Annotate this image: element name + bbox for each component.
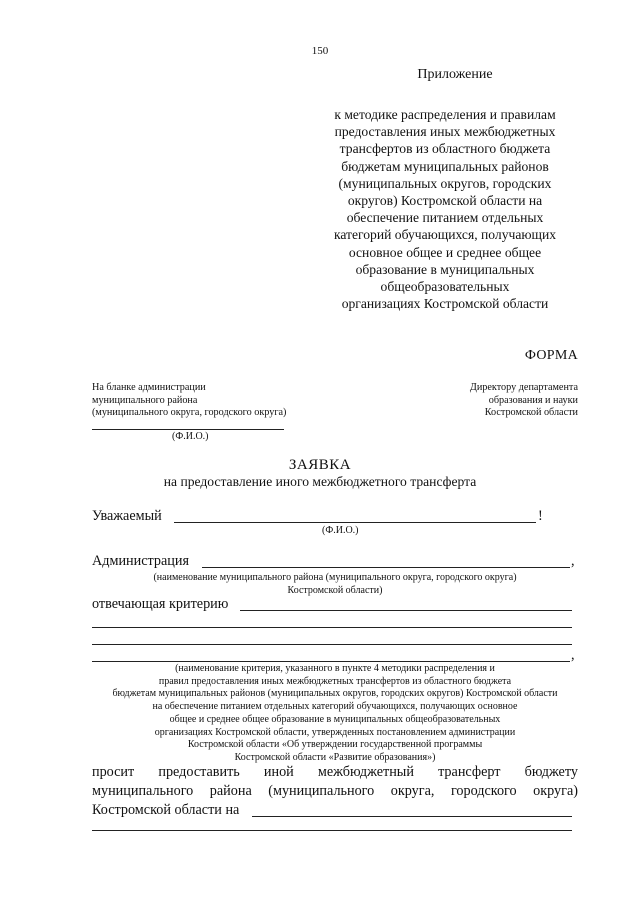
appendix-line: основное общее и среднее общее bbox=[348, 244, 542, 260]
appendix-line: обеспечение питанием отдельных bbox=[346, 210, 544, 226]
appendix-text bbox=[314, 106, 576, 312]
letterhead-line: (муниципального округа, городского округа) bbox=[92, 407, 287, 418]
appendix-line: образование в муниципальных bbox=[355, 261, 535, 277]
letterhead-line: На бланке администрации bbox=[92, 382, 206, 393]
criterion-label: отвечающая критерию bbox=[92, 596, 229, 612]
criterion-caption-line: общее и среднее общее образование в муниципальных общеобразовательных bbox=[169, 713, 501, 725]
addressee-name-caption: (Ф.И.О.) bbox=[322, 525, 359, 536]
budget-recipient-field-line-2[interactable] bbox=[92, 830, 572, 831]
appendix-line: трансфертов из областного бюджета bbox=[339, 141, 551, 157]
request-word: муниципального bbox=[92, 783, 194, 799]
request-word: трансферт bbox=[438, 764, 501, 780]
administration-caption bbox=[92, 572, 578, 597]
request-word: просит bbox=[92, 764, 135, 780]
criterion-caption bbox=[92, 663, 578, 765]
page-number: 150 bbox=[311, 45, 329, 57]
greeting-end-mark: ! bbox=[538, 508, 543, 524]
appendix-line: к методике распределения и правилам bbox=[334, 107, 556, 122]
greeting-label: Уважаемый bbox=[92, 508, 162, 524]
request-word: округа, bbox=[390, 783, 435, 799]
criterion-field-line-4[interactable] bbox=[92, 661, 570, 662]
budget-recipient-field[interactable] bbox=[252, 816, 572, 817]
appendix-title: Приложение bbox=[417, 67, 493, 82]
criterion-field-line-2[interactable] bbox=[92, 627, 572, 628]
appendix-line: категорий обучающихся, получающих bbox=[333, 227, 557, 243]
addressee-name-field[interactable] bbox=[174, 522, 536, 523]
administration-label: Администрация bbox=[92, 553, 189, 569]
administration-caption-line: (наименование муниципального района (муниципального округа, городского округа) bbox=[153, 572, 517, 583]
letterhead-line: муниципального района bbox=[92, 394, 198, 406]
form-label: ФОРМА bbox=[524, 348, 578, 363]
criterion-field-line-1[interactable] bbox=[240, 610, 572, 611]
request-word: (муниципального bbox=[268, 783, 375, 799]
appendix-line: организациях Костромской области bbox=[341, 296, 549, 312]
request-text-line-2 bbox=[92, 783, 578, 800]
request-word: иной bbox=[263, 764, 294, 780]
appendix-line: (муниципальных округов, городских bbox=[338, 175, 552, 191]
administration-caption-line: Костромской области) bbox=[287, 584, 383, 596]
administration-name-field[interactable] bbox=[202, 567, 570, 568]
administration-end-mark: , bbox=[571, 553, 575, 569]
criterion-caption-line: правил предоставления иных межбюджетных трансфертов из областного бюджета bbox=[158, 675, 512, 687]
appendix-line: предоставления иных межбюджетных bbox=[334, 124, 556, 140]
addressee-line: Директору департамента bbox=[469, 382, 578, 393]
appendix-line: бюджетам муниципальных районов bbox=[341, 158, 549, 174]
addressee-block bbox=[420, 382, 578, 420]
letterhead-note bbox=[92, 382, 286, 420]
request-word: округа) bbox=[533, 783, 578, 799]
request-word: городского bbox=[450, 783, 517, 799]
request-word: предоставить bbox=[158, 764, 240, 780]
request-text-line-3: Костромской области на bbox=[92, 802, 240, 818]
criterion-caption-line: (наименование критерия, указанного в пункте 4 методики распределения и bbox=[175, 663, 495, 674]
request-word: бюджету bbox=[524, 764, 578, 780]
document-title: ЗАЯВКА bbox=[288, 457, 352, 473]
request-word: межбюджетный bbox=[317, 764, 414, 780]
appendix-line: общеобразовательных bbox=[380, 279, 510, 295]
criterion-field-line-3[interactable] bbox=[92, 644, 572, 645]
request-text-line-1 bbox=[92, 764, 578, 781]
appendix-line: округов) Костромской области на bbox=[347, 193, 543, 209]
signatory-name-caption: (Ф.И.О.) bbox=[172, 431, 209, 442]
request-word: района bbox=[209, 783, 252, 799]
criterion-caption-line: бюджетам муниципальных районов (муниципальных округов, городских округов) Костромской области bbox=[112, 688, 558, 700]
criterion-end-mark: , bbox=[571, 647, 575, 663]
criterion-caption-line: на обеспечение питанием отдельных категорий обучающихся, получающих основное bbox=[152, 701, 518, 713]
criterion-caption-line: Костромской области «Об утверждении государственной программы bbox=[187, 739, 483, 751]
criterion-caption-line: организациях Костромской области, утвержденных постановлением администрации bbox=[154, 726, 516, 738]
addressee-line: образования и науки bbox=[488, 394, 578, 406]
document-subtitle: на предоставление иного межбюджетного трансферта bbox=[163, 474, 477, 489]
signatory-name-field[interactable] bbox=[92, 429, 284, 430]
addressee-line: Костромской области bbox=[484, 407, 578, 418]
criterion-caption-line: Костромской области «Развитие образования») bbox=[234, 751, 436, 763]
